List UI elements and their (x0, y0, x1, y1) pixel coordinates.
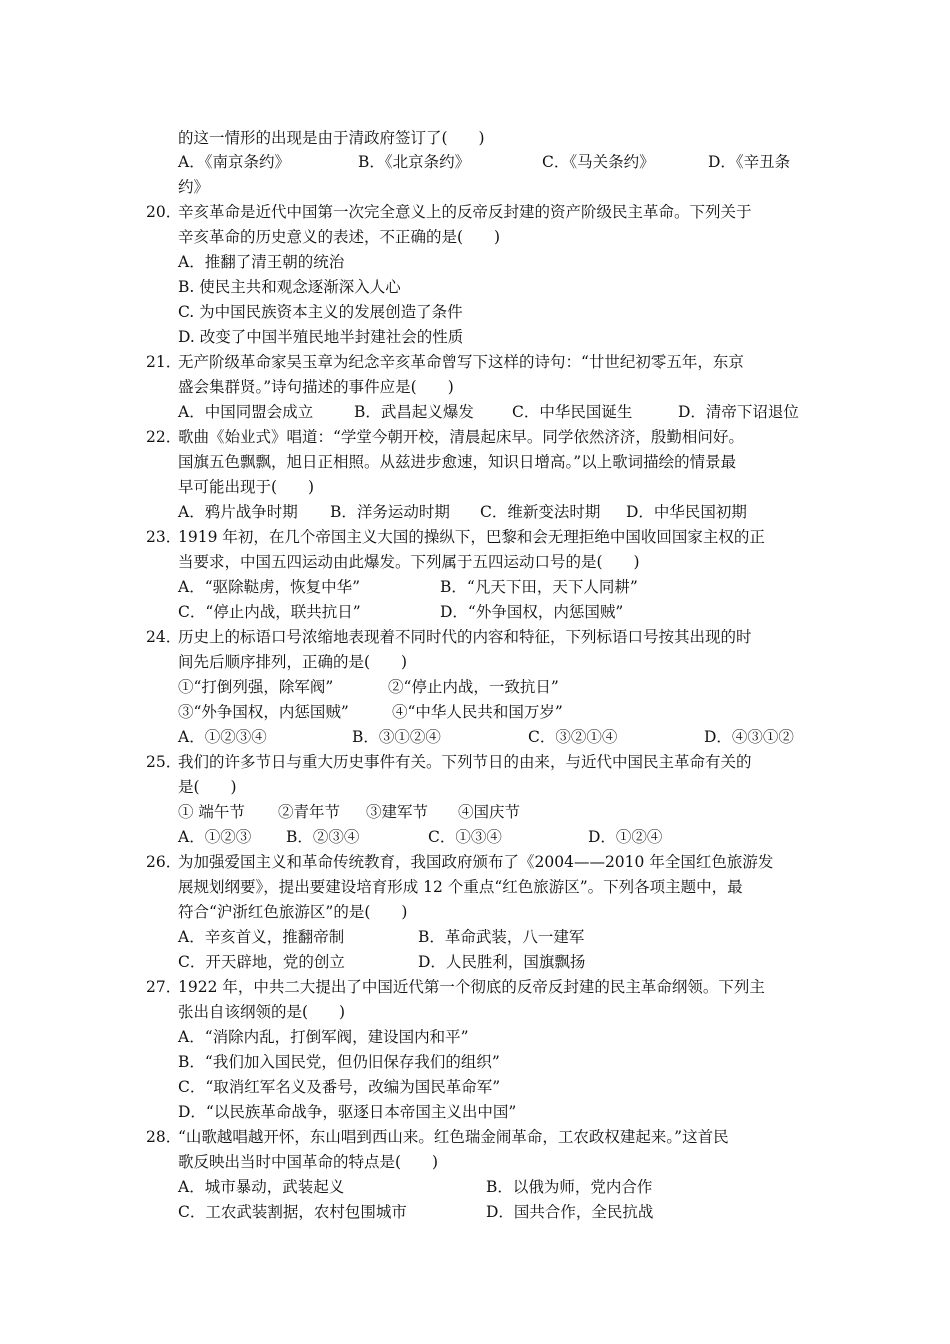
q23-number: 23． (146, 528, 182, 546)
q22-text-line3: 早可能出现于( ) (178, 478, 315, 496)
q24-text-line1: 历史上的标语口号浓缩地表现着不同时代的内容和特征，下列标语口号按其出现的时 (178, 628, 752, 646)
q25-option-d: D．①②④ (588, 828, 663, 846)
q22-option-c: C．维新变法时期 (480, 503, 601, 521)
q23-option-a: A．“驱除鞑虏，恢复中华” (178, 578, 361, 596)
q19-option-d-wrap: 约》 (178, 178, 210, 196)
q25-option-c: C．①③④ (428, 828, 502, 846)
q24-text-line2: 间先后顺序排列，正确的是( ) (178, 653, 408, 671)
q21-option-c: C．中华民国诞生 (512, 403, 633, 421)
q21-option-b: B．武昌起义爆发 (354, 403, 474, 421)
q19-option-b: B．《北京条约》 (358, 153, 471, 171)
q20-option-b: B. 使民主共和观念逐渐深入人心 (178, 278, 401, 296)
q27-option-d: D．“以民族革命战争，驱逐日本帝国主义出中国” (178, 1103, 517, 1121)
q28-number: 28． (146, 1128, 182, 1146)
q25-item-1: ① 端午节 (178, 803, 245, 821)
q24-number: 24． (146, 628, 182, 646)
q19-text-line1: 的这一情形的出现是由于清政府签订了( ) (178, 129, 485, 147)
q25-item-3: ③建军节 (366, 803, 429, 821)
q23-option-b: B．“凡天下田，天下人同耕” (440, 578, 638, 596)
q24-item-4: ④“中华人民共和国万岁” (392, 703, 563, 721)
q28-text-line2: 歌反映出当时中国革命的特点是( ) (178, 1153, 439, 1171)
q21-text-line2: 盛会集群贤。”诗句描述的事件应是( ) (178, 378, 454, 396)
q26-number: 26． (146, 853, 182, 871)
q26-text-line1: 为加强爱国主义和革命传统教育，我国政府颁布了《2004——2010 年全国红色旅游发 (178, 853, 774, 871)
q24-item-2: ②“停止内战，一致抗日” (388, 678, 559, 696)
q25-option-b: B．②③④ (286, 828, 360, 846)
q20-text-line2: 辛亥革命的历史意义的表述，不正确的是( ) (178, 228, 501, 246)
q26-option-a: A．辛亥首义，推翻帝制 (178, 928, 345, 946)
q27-text-line1: 1922 年，中共二大提出了中国近代第一个彻底的反帝反封建的民主革命纲领。下列主 (178, 978, 765, 996)
q24-option-a: A．①②③④ (178, 728, 267, 746)
q27-number: 27． (146, 978, 182, 996)
q28-option-a: A．城市暴动，武装起义 (178, 1178, 345, 1196)
q21-option-d: D．清帝下诏退位 (678, 403, 799, 421)
q22-option-a: A．鸦片战争时期 (178, 503, 298, 521)
q20-text-line1: 辛亥革命是近代中国第一次完全意义上的反帝反封建的资产阶级民主革命。下列关于 (178, 203, 752, 221)
q28-option-d: D．国共合作，全民抗战 (486, 1203, 654, 1221)
q23-text-line2: 当要求，中国五四运动由此爆发。下列属于五四运动口号的是( ) (178, 553, 640, 571)
q25-number: 25． (146, 753, 182, 771)
q24-option-d: D．④③①② (704, 728, 794, 746)
q28-option-b: B．以俄为师，党内合作 (486, 1178, 653, 1196)
q24-option-c: C．③②①④ (528, 728, 618, 746)
q20-option-d: D. 改变了中国半殖民地半封建社会的性质 (178, 328, 464, 346)
q27-option-a: A．“消除内乱，打倒军阀，建设国内和平” (178, 1028, 469, 1046)
q24-item-3: ③“外争国权，内惩国贼” (178, 703, 349, 721)
q24-option-b: B．③①②④ (352, 728, 441, 746)
q23-option-c: C．“停止内战，联共抗日” (178, 603, 361, 621)
q25-text-line1: 我们的许多节日与重大历史事件有关。下列节日的由来，与近代中国民主革命有关的 (178, 753, 752, 771)
q26-option-d: D．人民胜利，国旗飘扬 (418, 953, 586, 971)
q26-option-b: B．革命武装，八一建军 (418, 928, 585, 946)
q20-option-c: C. 为中国民族资本主义的发展创造了条件 (178, 303, 463, 321)
q25-text-line2: 是( ) (178, 778, 237, 796)
q25-item-2: ②青年节 (278, 803, 341, 821)
q21-number: 21． (146, 353, 182, 371)
q28-text-line1: “山歌越唱越开怀，东山唱到西山来。红色瑞金闹革命，工农政权建起来。”这首民 (178, 1128, 729, 1146)
q27-text-line2: 张出自该纲领的是( ) (178, 1003, 346, 1021)
q28-option-c: C．工农武装割据，农村包围城市 (178, 1203, 407, 1221)
q23-option-d: D．“外争国权，内惩国贼” (440, 603, 624, 621)
q27-option-b: B．“我们加入国民党，但仍旧保存我们的组织” (178, 1053, 500, 1071)
q22-option-d: D．中华民国初期 (626, 503, 747, 521)
q22-option-b: B．洋务运动时期 (330, 503, 450, 521)
q22-number: 22． (146, 428, 182, 446)
q23-text-line1: 1919 年初，在几个帝国主义大国的操纵下，巴黎和会无理拒绝中国收回国家主权的正 (178, 528, 765, 546)
q19-option-a: A．《南京条约》 (178, 153, 290, 171)
q22-text-line2: 国旗五色飘飘，旭日正相照。从兹进步愈速，知识日增高。”以上歌词描绘的情景最 (178, 453, 737, 471)
q20-option-a: A．推翻了清王朝的统治 (178, 253, 345, 271)
q22-text-line1: 歌曲《始业式》唱道：“学堂今朝开校，清晨起床早。同学依然济济，殷勤相问好。 (178, 428, 744, 446)
q25-option-a: A．①②③ (178, 828, 252, 846)
q27-option-c: C．“取消红军名义及番号，改编为国民革命军” (178, 1078, 501, 1096)
q26-option-c: C．开天辟地，党的创立 (178, 953, 345, 971)
q26-text-line3: 符合“沪浙红色旅游区”的是( ) (178, 903, 408, 921)
q26-text-line2: 展规划纲要》，提出要建设培育形成 12 个重点“红色旅游区”。下列各项主题中，最 (178, 878, 743, 896)
q20-number: 20． (146, 203, 182, 221)
q25-item-4: ④国庆节 (458, 803, 521, 821)
q24-item-1: ①“打倒列强，除军阀” (178, 678, 334, 696)
q19-option-d: D．《辛丑条 (708, 153, 791, 171)
q21-text-line1: 无产阶级革命家吴玉章为纪念辛亥革命曾写下这样的诗句：“廿世纪初零五年，东京 (178, 353, 744, 371)
q21-option-a: A．中国同盟会成立 (178, 403, 314, 421)
q19-option-c: C．《马关条约》 (542, 153, 655, 171)
